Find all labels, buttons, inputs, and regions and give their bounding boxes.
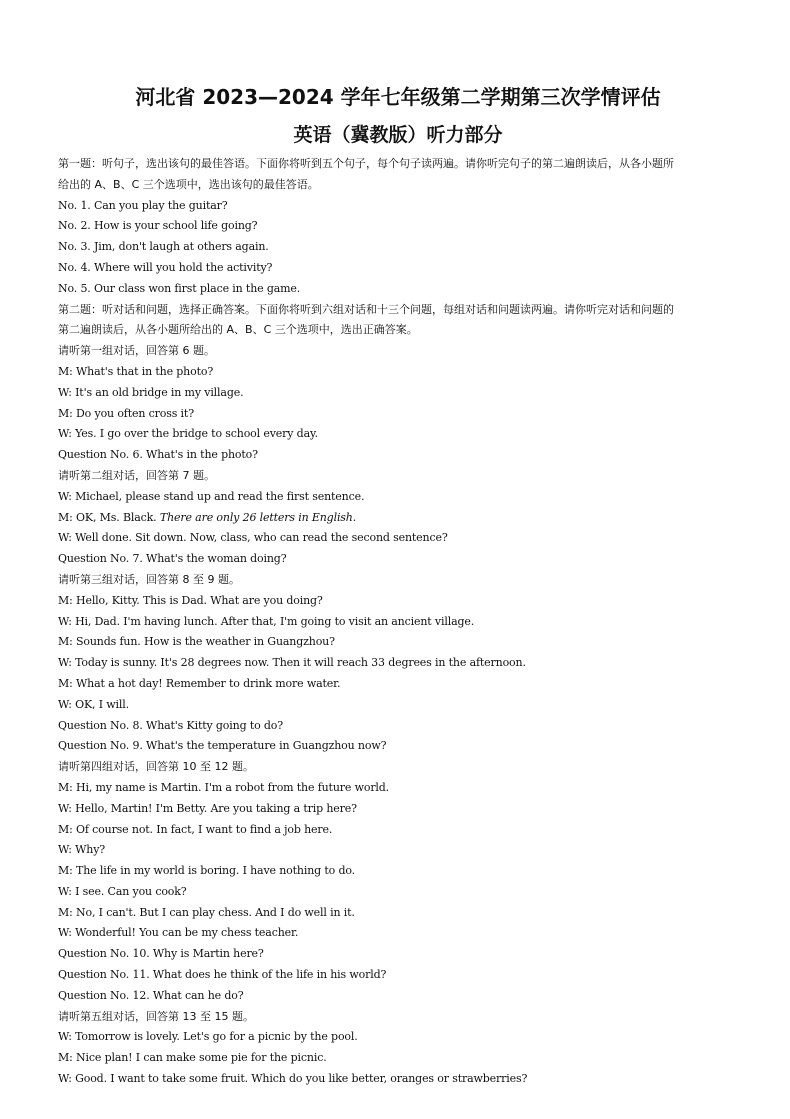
line-text: W: Good. I want to take some fruit. Which do you like better, oranges or strawberries?	[58, 1072, 528, 1086]
script-line	[58, 903, 738, 924]
line-text: M: The life in my world is boring. I have nothing to do.	[58, 864, 355, 878]
script-line	[58, 716, 738, 737]
line-text: W: It's an old bridge in my village.	[58, 385, 244, 399]
script-line	[58, 1027, 738, 1048]
line-text: No. 5. Our class won first place in the game.	[58, 281, 301, 295]
line-text: 请听第三组对话，回答第 8 至 9 题。	[58, 572, 240, 586]
script-line	[58, 424, 738, 445]
script-line	[58, 258, 738, 279]
script-line	[58, 986, 738, 1007]
script-line	[58, 674, 738, 695]
script-line	[58, 487, 738, 508]
line-text: W: Wonderful! You can be my chess teacher.	[58, 926, 299, 940]
document-subtitle: 英语（冀教版）听力部分	[293, 124, 503, 146]
line-text: W: Tomorrow is lovely. Let's go for a picnic by the pool.	[58, 1030, 358, 1044]
line-text: Question No. 8. What's Kitty going to do?	[58, 718, 284, 732]
script-line	[58, 196, 738, 217]
document-title: 河北省 2023—2024 学年七年级第二学期第三次学情评估	[135, 85, 661, 109]
line-text: W: Hello, Martin! I'm Betty. Are you taking a trip here?	[58, 801, 357, 815]
line-text: 请听第二组对话，回答第 7 题。	[58, 468, 215, 482]
line-text: No. 3. Jim, don't laugh at others again.	[58, 240, 269, 254]
line-text: W: Well done. Sit down. Now, class, who can read the second sentence?	[58, 531, 448, 545]
line-text: W: Today is sunny. It's 28 degrees now. Then it will reach 33 degrees in the afternoon.	[58, 656, 526, 670]
line-text: W: Hi, Dad. I'm having lunch. After that, I'm going to visit an ancient village.	[58, 614, 475, 628]
line-text: W: I see. Can you cook?	[58, 884, 187, 898]
script-line	[58, 799, 738, 820]
italic-sentence: There are only 26 letters in English.	[159, 510, 357, 524]
instruction-line	[58, 154, 738, 175]
script-line	[58, 508, 738, 529]
script-line	[58, 591, 738, 612]
line-text: M: What a hot day! Remember to drink more water.	[58, 676, 341, 690]
line-text: M: Do you often cross it?	[58, 406, 194, 420]
script-line	[58, 944, 738, 965]
line-text: W: Why?	[58, 843, 106, 857]
line-text: M: Sounds fun. How is the weather in Guangzhou?	[58, 635, 335, 649]
line-text: Question No. 12. What can he do?	[58, 988, 244, 1002]
script-line	[58, 882, 738, 903]
line-text: M: Of course not. In fact, I want to find a job here.	[58, 822, 333, 836]
line-text: W: OK, I will.	[58, 697, 129, 711]
line-text: M: What's that in the photo?	[58, 364, 214, 378]
line-text: 第二遍朗读后，从各小题所给出的 A、B、C 三个选项中，选出正确答案。	[58, 323, 418, 337]
instruction-line	[58, 300, 738, 321]
line-text: M: No, I can't. But I can play chess. And I do well in it.	[58, 905, 355, 919]
instruction-line	[58, 757, 738, 778]
line-text: W: Michael, please stand up and read the first sentence.	[58, 489, 365, 503]
line-text: Question No. 11. What does he think of the life in his world?	[58, 968, 387, 982]
script-line	[58, 279, 738, 300]
script-line	[58, 612, 738, 633]
line-text: No. 2. How is your school life going?	[58, 219, 258, 233]
line-text: Question No. 10. Why is Martin here?	[58, 947, 264, 961]
script-line	[58, 216, 738, 237]
script-line	[58, 840, 738, 861]
listening-script	[58, 154, 738, 1090]
line-text: Question No. 9. What's the temperature in Guangzhou now?	[58, 739, 387, 753]
script-line	[58, 237, 738, 258]
line-text: 请听第一组对话，回答第 6 题。	[58, 344, 215, 358]
instruction-line	[58, 466, 738, 487]
script-line	[58, 1069, 738, 1090]
line-text: Question No. 7. What's the woman doing?	[58, 552, 287, 566]
script-line	[58, 923, 738, 944]
script-line	[58, 1048, 738, 1069]
line-text: W: Yes. I go over the bridge to school every day.	[58, 427, 318, 441]
script-line	[58, 404, 738, 425]
script-line	[58, 549, 738, 570]
line-text: 第二题：听对话和问题，选择正确答案。下面你将听到六组对话和十三个问题，每组对话和问题读两遍。请你听完对话和问题的	[58, 302, 674, 316]
script-line	[58, 736, 738, 757]
line-text: No. 1. Can you play the guitar?	[58, 198, 228, 212]
line-text: M: Nice plan! I can make some pie for the picnic.	[58, 1051, 327, 1065]
script-line	[58, 653, 738, 674]
script-line	[58, 820, 738, 841]
instruction-line	[58, 1007, 738, 1028]
script-line	[58, 445, 738, 466]
line-text: M: Hi, my name is Martin. I'm a robot from the future world.	[58, 780, 390, 794]
line-text: 第一题：听句子，选出该句的最佳答语。下面你将听到五个句子，每个句子读两遍。请你听完句子的第二遍朗读后，从各小题所	[58, 157, 674, 170]
instruction-line	[58, 175, 738, 196]
script-line	[58, 362, 738, 383]
instruction-line	[58, 570, 738, 591]
script-line	[58, 383, 738, 404]
script-line	[58, 632, 738, 653]
script-line	[58, 695, 738, 716]
line-text: M: Hello, Kitty. This is Dad. What are you doing?	[58, 593, 323, 607]
line-text: M: OK, Ms. Black.	[58, 510, 160, 524]
line-text: 给出的 A、B、C 三个选项中，选出该句的最佳答语。	[58, 177, 319, 191]
line-text: Question No. 6. What's in the photo?	[58, 448, 258, 462]
line-text: 请听第四组对话，回答第 10 至 12 题。	[58, 760, 254, 774]
script-line	[58, 778, 738, 799]
instruction-line	[58, 320, 738, 341]
line-text: 请听第五组对话，回答第 13 至 15 题。	[58, 1009, 254, 1023]
script-line	[58, 965, 738, 986]
instruction-line	[58, 341, 738, 362]
script-line	[58, 528, 738, 549]
script-line	[58, 861, 738, 882]
line-text: No. 4. Where will you hold the activity?	[58, 260, 273, 274]
